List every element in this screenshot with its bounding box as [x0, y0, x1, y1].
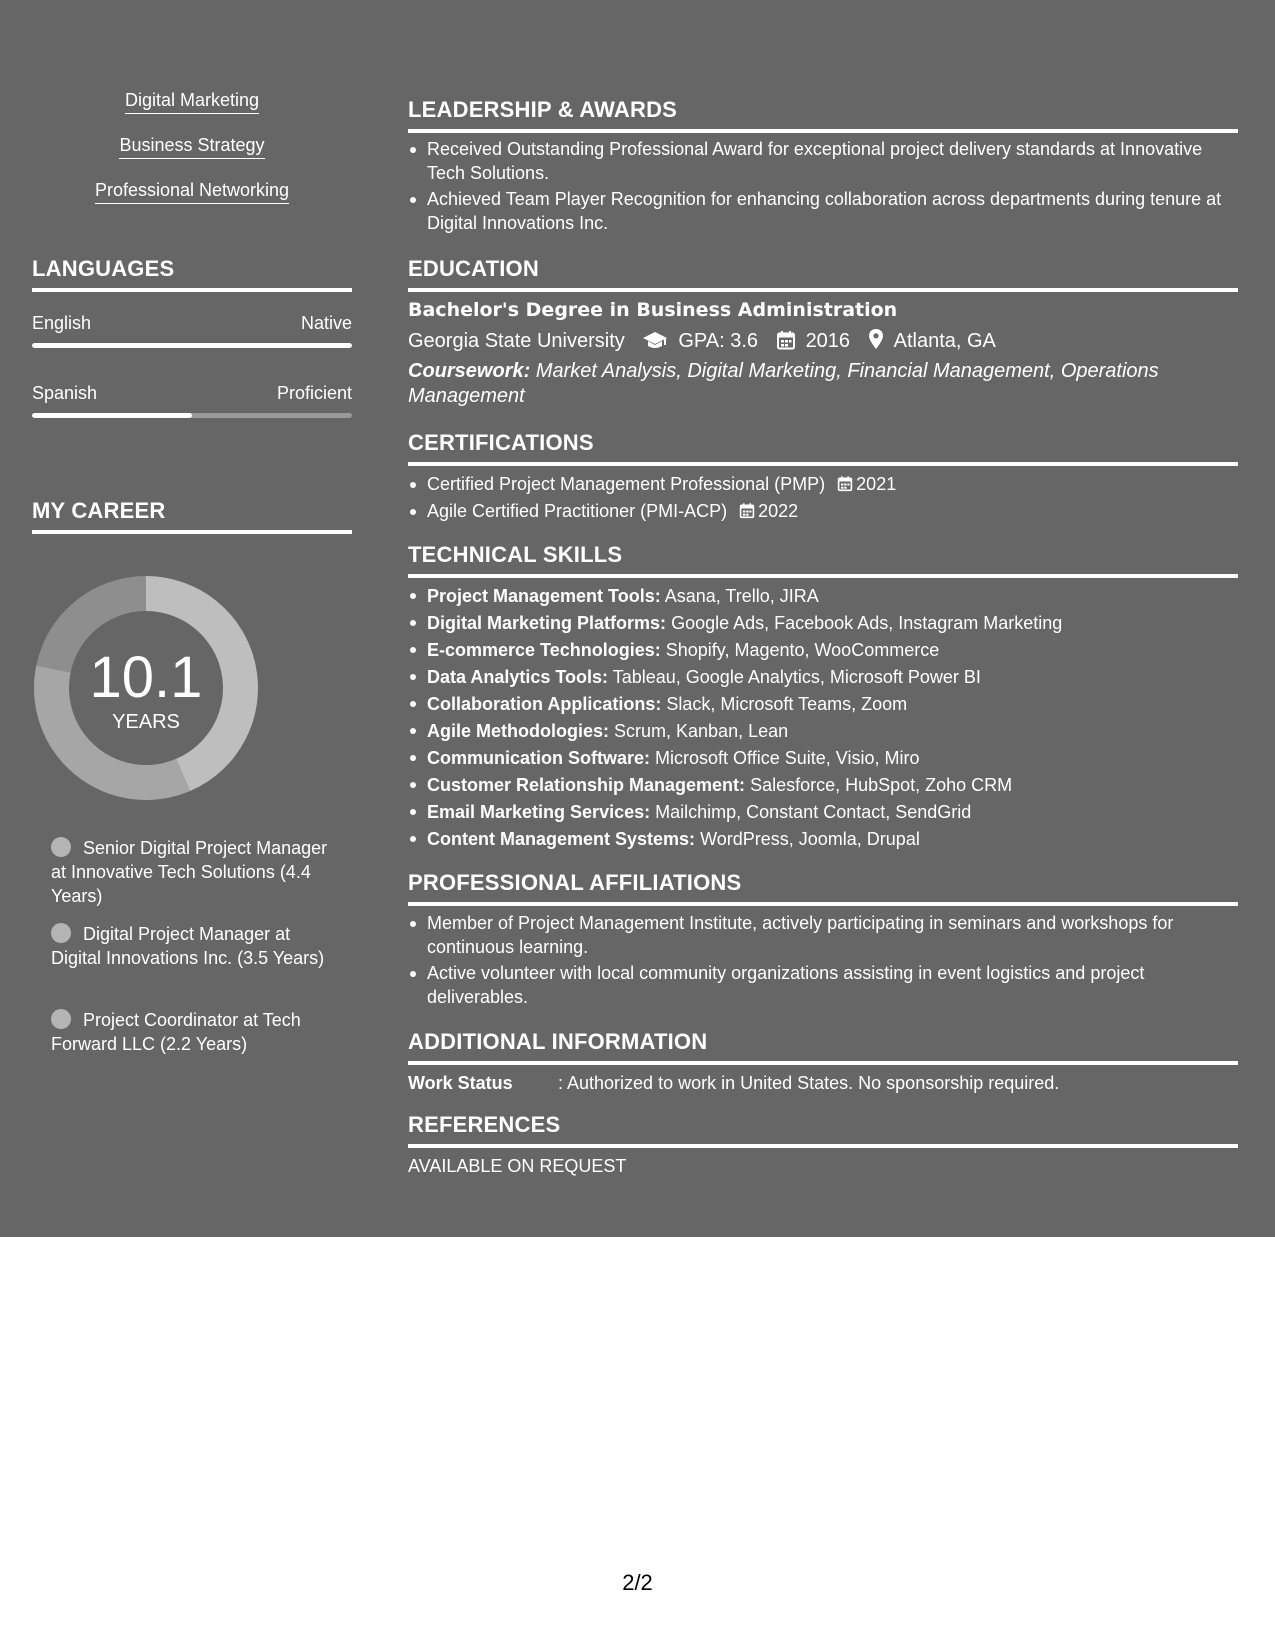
skill-values: Salesforce, HubSpot, Zoho CRM — [750, 775, 1013, 795]
language-proficiency-bar — [32, 413, 352, 418]
skill-tag-label: Business Strategy — [119, 133, 264, 159]
affiliations-heading: PROFESSIONAL AFFILIATIONS — [408, 870, 1238, 906]
skill-category: Content Management Systems: — [427, 829, 696, 849]
leadership-list — [408, 137, 1238, 235]
school-location: Atlanta, GA — [893, 330, 996, 352]
language-level: Proficient — [276, 383, 352, 403]
certification-year: 2021 — [856, 474, 897, 494]
skill-category: Customer Relationship Management: — [427, 775, 746, 795]
calendar-icon — [837, 475, 853, 492]
career-item — [51, 1008, 331, 1056]
skill-tag — [32, 178, 352, 204]
career-item-text: Digital Project Manager at Digital Innovations Inc. (3.5 Years) — [51, 924, 325, 968]
skill-values: Scrum, Kanban, Lean — [614, 721, 789, 741]
technical-skills-heading: TECHNICAL SKILLS — [408, 542, 1238, 578]
skill-tag — [32, 88, 352, 114]
career-dot-icon — [51, 1009, 71, 1029]
skill-tag-label: Digital Marketing — [125, 88, 259, 114]
skill-tag-label: Professional Networking — [95, 178, 289, 204]
list-item: Received Outstanding Professional Award for exceptional project delivery standards at Innovative Tech Solutions. — [408, 137, 1238, 185]
skill-values: Google Ads, Facebook Ads, Instagram Marketing — [671, 613, 1063, 633]
career-item-text: Project Coordinator at Tech Forward LLC (2.2 Years) — [51, 1010, 301, 1054]
career-item-text: Senior Digital Project Manager at Innovative Tech Solutions (4.4 Years) — [51, 838, 328, 906]
career-total-value: 10.1 — [89, 645, 203, 710]
skill-category: Digital Marketing Platforms: — [427, 613, 667, 633]
work-status-row — [408, 1071, 1059, 1095]
language-proficiency-fill — [32, 343, 352, 348]
graduation-year: 2016 — [805, 330, 851, 352]
list-item — [408, 799, 1238, 826]
work-status-label: Work Status — [408, 1073, 513, 1093]
list-item — [408, 691, 1238, 718]
coursework-label: Coursework: — [408, 360, 531, 382]
skill-category: E-commerce Technologies: — [427, 640, 661, 660]
technical-skills-list — [408, 583, 1238, 853]
skill-category: Project Management Tools: — [427, 586, 661, 606]
degree-title: Bachelor's Degree in Business Administration — [408, 299, 898, 321]
education-heading: EDUCATION — [408, 256, 1238, 292]
skill-values: Asana, Trello, JIRA — [664, 586, 819, 606]
list-item — [408, 772, 1238, 799]
gpa: GPA: 3.6 — [678, 330, 758, 352]
skill-category: Collaboration Applications: — [427, 694, 662, 714]
language-level: Native — [300, 313, 352, 333]
certifications-list — [408, 472, 1238, 523]
list-item — [408, 499, 1238, 523]
list-item: Member of Project Management Institute, actively participating in seminars and workshops for continuous learning. — [408, 911, 1238, 959]
certification-name: Agile Certified Practitioner (PMI-ACP) — [427, 501, 728, 521]
map-pin-icon — [868, 328, 884, 350]
coursework — [408, 359, 1198, 409]
references-text: AVAILABLE ON REQUEST — [408, 1156, 627, 1176]
list-item — [408, 826, 1238, 853]
certifications-heading: CERTIFICATIONS — [408, 430, 1238, 466]
career-dot-icon — [51, 837, 71, 857]
language-row — [32, 313, 352, 337]
language-row — [32, 383, 352, 407]
list-item — [408, 610, 1238, 637]
references-heading: REFERENCES — [408, 1112, 1238, 1148]
school-name: Georgia State University — [408, 330, 625, 352]
coursework-list: Market Analysis, Digital Marketing, Financial Management, Operations Management — [408, 360, 1159, 407]
skill-values: Mailchimp, Constant Contact, SendGrid — [655, 802, 972, 822]
list-item — [408, 637, 1238, 664]
education-details — [408, 328, 996, 353]
affiliations-list — [408, 911, 1238, 1009]
language-proficiency-bar — [32, 343, 352, 348]
career-dot-icon — [51, 923, 71, 943]
language-name: Spanish — [32, 383, 98, 403]
list-item — [408, 664, 1238, 691]
language-name: English — [32, 313, 92, 333]
skill-values: Microsoft Office Suite, Visio, Miro — [655, 748, 920, 768]
skill-category: Data Analytics Tools: — [427, 667, 609, 687]
skill-tag — [32, 133, 352, 159]
skill-values: Tableau, Google Analytics, Microsoft Power BI — [612, 667, 981, 687]
calendar-icon — [739, 502, 755, 519]
career-total-unit: YEARS — [112, 711, 180, 733]
work-status-value: : Authorized to work in United States. No sponsorship required. — [558, 1073, 1060, 1093]
skill-category: Email Marketing Services: — [427, 802, 651, 822]
skill-category: Communication Software: — [427, 748, 651, 768]
skill-values: Slack, Microsoft Teams, Zoom — [666, 694, 908, 714]
language-proficiency-fill — [32, 413, 192, 418]
leadership-heading: LEADERSHIP & AWARDS — [408, 97, 1238, 133]
certification-name: Certified Project Management Professional (PMP) — [427, 474, 826, 494]
skill-category: Agile Methodologies: — [427, 721, 609, 741]
career-item — [51, 922, 331, 970]
list-item — [408, 718, 1238, 745]
career-item — [51, 836, 331, 908]
list-item: Active volunteer with local community organizations assisting in event logistics and project deliverables. — [408, 961, 1238, 1009]
page-number: 2/2 — [622, 1570, 653, 1595]
list-item: Achieved Team Player Recognition for enhancing collaboration across departments during tenure at Digital Innovations Inc. — [408, 187, 1238, 235]
list-item — [408, 745, 1238, 772]
graduation-cap-icon — [642, 330, 668, 350]
additional-info-heading: ADDITIONAL INFORMATION — [408, 1029, 1238, 1065]
languages-heading: LANGUAGES — [32, 256, 352, 292]
skill-values: WordPress, Joomla, Drupal — [700, 829, 920, 849]
certification-year: 2022 — [758, 501, 799, 521]
career-heading: MY CAREER — [32, 498, 352, 534]
list-item — [408, 472, 1238, 496]
skill-values: Shopify, Magento, WooCommerce — [665, 640, 940, 660]
calendar-icon — [776, 330, 796, 350]
list-item — [408, 583, 1238, 610]
